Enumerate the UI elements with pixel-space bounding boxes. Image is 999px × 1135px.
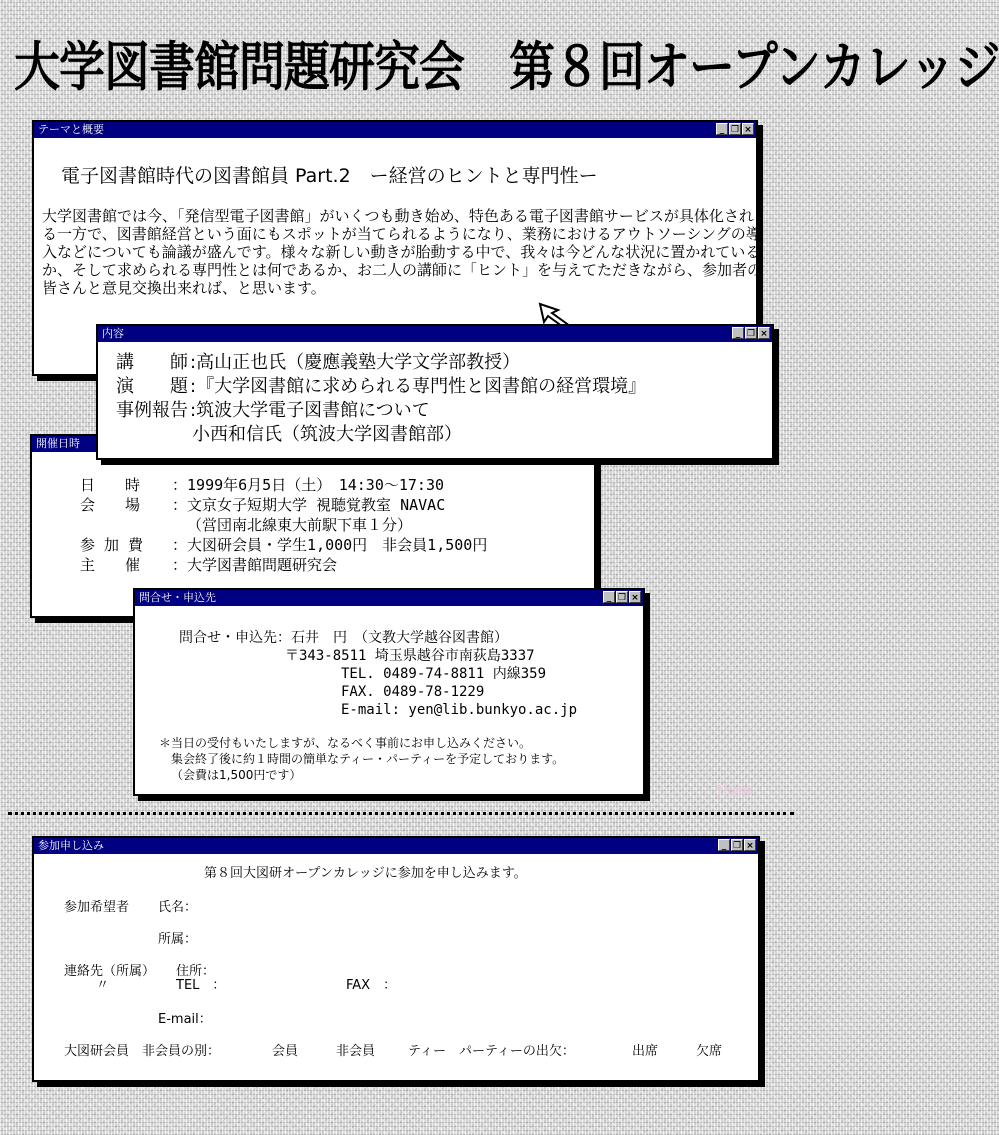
non-member-option[interactable]: 非会員 xyxy=(336,1044,376,1059)
schedule-value: （営団南北線東大前駅下車１分） xyxy=(187,516,413,534)
applicant-label: 参加希望者 xyxy=(64,900,130,915)
form-window-title: 参加申し込み xyxy=(38,839,104,852)
minimize-icon[interactable]: _ xyxy=(716,123,728,135)
attend-option[interactable]: 出席 xyxy=(632,1044,659,1059)
cut-line xyxy=(8,812,794,815)
restore-icon[interactable]: ❐ xyxy=(730,125,740,135)
content-window xyxy=(96,324,774,460)
contact-fax: FAX. 0489-78-1229 xyxy=(341,684,485,700)
affiliation-field[interactable]: 所属： xyxy=(158,932,198,947)
name-field[interactable]: 氏名： xyxy=(158,900,198,915)
tel-field[interactable]: TEL ： xyxy=(176,978,226,993)
contact-window xyxy=(133,588,645,796)
theme-subtitle: 電子図書館時代の図書館員 Part.2 ー経営のヒントと専門性ー xyxy=(61,165,598,187)
restore-icon[interactable]: ❐ xyxy=(746,329,756,339)
ditto-mark: 〃 xyxy=(96,978,110,993)
content-label: 事例報告 xyxy=(116,400,188,421)
contact-email: E-mail: yen@lib.bunkyo.ac.jp xyxy=(341,702,578,718)
window-controls xyxy=(732,327,770,339)
restore-icon[interactable]: ❐ xyxy=(617,593,627,603)
content-row-case-speaker xyxy=(192,424,462,446)
content-window-title: 内容 xyxy=(102,327,124,340)
schedule-value: 1999年6月5日（土） 14:30～17:30 xyxy=(187,476,445,494)
contact-tel: TEL. 0489-74-8811 内線359 xyxy=(341,666,547,682)
close-icon[interactable]: × xyxy=(758,327,770,339)
contact-person: 問合せ・申込先：石井 円 （文教大学越谷図書館） xyxy=(179,630,508,646)
content-row-lecturer: 講 師 :高山正也氏（慶應義塾大学文学部教授） xyxy=(116,352,521,373)
window-controls xyxy=(603,591,641,603)
restore-icon[interactable]: ❐ xyxy=(732,841,742,851)
schedule-row-venue: 会 場 ：文京女子短期大学 視聴覚教室 NAVAC xyxy=(80,496,446,514)
form-window xyxy=(32,836,760,1082)
address-field[interactable]: 住所： xyxy=(176,964,216,979)
close-icon[interactable]: × xyxy=(742,123,754,135)
content-label: 演 題 xyxy=(116,376,188,397)
content-value: 小西和信氏（筑波大学図書館部） xyxy=(192,424,462,445)
email-field[interactable]: E-mail： xyxy=(158,1012,212,1027)
schedule-row-datetime: 日 時 ：1999年6月5日（土） 14:30～17:30 xyxy=(80,476,445,494)
close-icon[interactable]: × xyxy=(629,591,641,603)
minimize-icon[interactable]: _ xyxy=(732,327,744,339)
schedule-label: 会 場 xyxy=(80,496,141,514)
schedule-label: 主 催 xyxy=(80,556,141,574)
member-option[interactable]: 会員 xyxy=(272,1044,299,1059)
page-title: 大学図書館問題研究会 第８回オープンカレッジ xyxy=(14,35,999,98)
theme-titlebar xyxy=(34,122,756,138)
theme-window-title: テーマと概要 xyxy=(38,123,104,136)
schedule-value: 大学図書館問題研究会 xyxy=(187,556,338,574)
close-icon[interactable]: × xyxy=(744,839,756,851)
schedule-label: 日 時 xyxy=(80,476,141,494)
contact-label: 連絡先（所属） xyxy=(64,964,156,979)
content-value: 高山正也氏（慶應義塾大学文学部教授） xyxy=(196,352,521,373)
schedule-window-title: 開催日時 xyxy=(36,437,80,450)
content-row-case: 事例報告 :筑波大学電子図書館について xyxy=(116,400,430,421)
schedule-row-fee: 参 加 費 ：大図研会員・学生1,000円 非会員1,500円 xyxy=(80,536,488,554)
minimize-icon[interactable]: _ xyxy=(603,591,615,603)
schedule-row-access xyxy=(187,516,412,534)
contact-note: ＊当日の受付もいたしますが、なるべく事前にお申し込みください。 xyxy=(159,736,532,750)
contact-titlebar xyxy=(135,590,643,606)
member-type-label: 大図研会員 非会員の別： xyxy=(64,1044,221,1059)
content-titlebar xyxy=(98,326,772,342)
form-titlebar xyxy=(34,838,758,854)
schedule-value: 文京女子短期大学 視聴覚教室 NAVAC xyxy=(187,496,446,514)
content-label: 講 師 xyxy=(116,352,188,373)
schedule-label: 参 加 費 xyxy=(80,536,144,554)
minimize-icon[interactable]: _ xyxy=(718,839,730,851)
content-row-topic: 演 題 :『大学図書館に求められる専門性と図書館の経営環境』 xyxy=(116,376,647,397)
absent-option[interactable]: 欠席 xyxy=(696,1044,723,1059)
contact-window-title: 問合せ・申込先 xyxy=(139,591,216,604)
theme-paragraph: 大学図書館では今、「発信型電子図書館」がいくつも動き始め、特色ある電子図書館サービスが具体化される一方で、図書館経営という面にもスポットが当てられるようになり、業務におけるアウトソーシングの導入などについても論議が盛んです。様々な新しい動きが胎動する中で、我々は今どんな状況に置かれているか、そして求められる専門性とは何であるか、お二人の講師に「ヒント」を与えてただきながら、参加者の皆さんと意見交換出来れば、と思います。 xyxy=(42,207,763,297)
watermark-text: Thank xyxy=(716,784,753,798)
contact-note: 集会終了後に約１時間の簡単なティー・パーティーを予定しております。 xyxy=(171,752,565,766)
form-heading: 第８回大図研オープンカレッジに参加を申し込みます。 xyxy=(204,866,527,881)
window-controls xyxy=(718,839,756,851)
contact-note: （会費は1,500円です） xyxy=(171,768,302,782)
schedule-value: 大図研会員・学生1,000円 非会員1,500円 xyxy=(187,536,488,554)
fax-field[interactable]: FAX ： xyxy=(346,978,397,993)
contact-address: 〒343-8511 埼玉県越谷市南荻島3337 xyxy=(285,648,535,664)
content-value: 『大学図書館に求められる専門性と図書館の経営環境』 xyxy=(196,376,647,397)
content-value: 筑波大学電子図書館について xyxy=(196,400,430,421)
party-label: ティー パーティーの出欠： xyxy=(408,1044,575,1059)
schedule-row-host: 主 催 ：大学図書館問題研究会 xyxy=(80,556,338,574)
window-controls xyxy=(716,123,754,135)
